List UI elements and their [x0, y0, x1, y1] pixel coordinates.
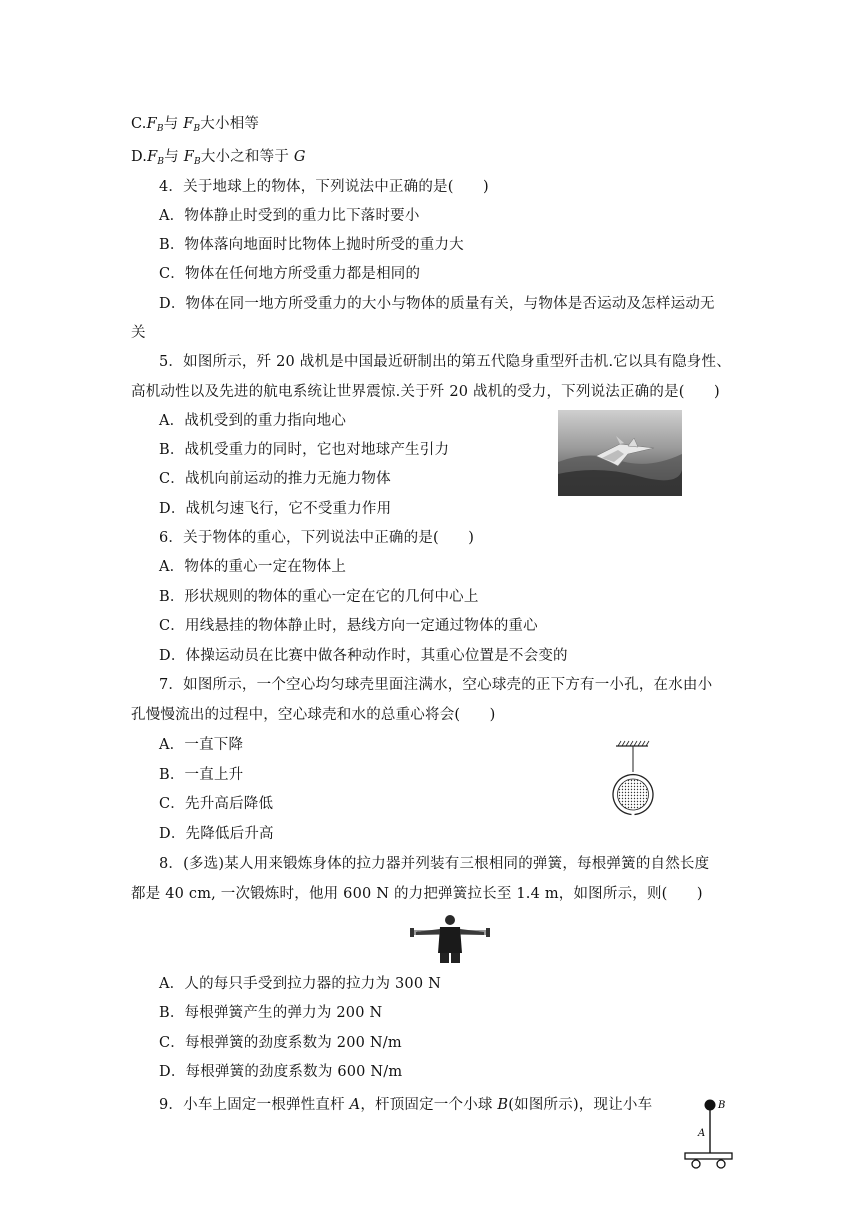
option-text: 与 — [163, 116, 184, 132]
q7-stem-line1: 7．如图所示，一个空心均匀球壳里面注满水，空心球壳的正下方有一小孔，在水由小 — [159, 677, 713, 693]
fighter-jet-photo — [558, 410, 682, 496]
force-symbol: F — [147, 149, 158, 165]
option-c-letter: C. — [131, 116, 147, 132]
q9-stem — [159, 1093, 652, 1114]
q6-option-b: B．形状规则的物体的重心一定在它的几何中心上 — [159, 589, 479, 605]
q5-option-d: D．战机匀速飞行，它不受重力作用 — [159, 501, 392, 517]
q6-option-a: A．物体的重心一定在物体上 — [159, 559, 347, 575]
label-B: B — [718, 1100, 726, 1111]
q7-option-c: C．先升高后降低 — [159, 796, 274, 812]
q9-text: (如图所示)，现让小车 — [508, 1097, 653, 1113]
subscript: B — [193, 124, 201, 134]
q6-option-d: D．体操运动员在比赛中做各种动作时，其重心位置是不会变的 — [159, 648, 568, 664]
q7-option-d: D．先降低后升高 — [159, 826, 274, 842]
option-d-letter: D. — [131, 149, 148, 165]
q4-option-c: C．物体在任何地方所受重力都是相同的 — [159, 266, 421, 282]
q8-option-a: A．人的每只手受到拉力器的拉力为 300 N — [159, 976, 441, 992]
subscript: B — [194, 157, 201, 167]
subscript: B — [157, 157, 165, 167]
chest-expander-photo — [410, 913, 490, 963]
q8-option-c: C．每根弹簧的劲度系数为 200 N/m — [159, 1035, 402, 1051]
q4-option-a: A．物体静止时受到的重力比下落时要小 — [159, 208, 420, 224]
option-text: 大小相等 — [200, 116, 260, 132]
q8-option-b: B．每根弹簧产生的弹力为 200 N — [159, 1005, 383, 1021]
q4-option-d-continuation: 关 — [131, 325, 146, 341]
q5-stem-line1: 5．如图所示，歼 20 战机是中国最近研制出的第五代隐身重型歼击机.它以具有隐身性、 — [159, 354, 731, 370]
q7-option-a: A．一直下降 — [159, 737, 244, 753]
force-symbol: F — [183, 149, 194, 165]
option-d-prev — [131, 145, 306, 167]
q6-option-c: C．用线悬挂的物体静止时，悬线方向一定通过物体的重心 — [159, 618, 538, 634]
label-A: A — [698, 1128, 706, 1139]
q8-option-d: D．每根弹簧的劲度系数为 600 N/m — [159, 1064, 403, 1080]
q9-text: 9．小车上固定一根弹性直杆 — [159, 1097, 350, 1113]
option-text: 大小之和等于 — [200, 149, 294, 165]
q5-option-c: C．战机向前运动的推力无施力物体 — [159, 471, 391, 487]
q4-option-d: D．物体在同一地方所受重力的大小与物体的质量有关，与物体是否运动及怎样运动无 — [159, 296, 715, 312]
subscript: B — [156, 124, 164, 134]
hanging-sphere-diagram — [606, 740, 662, 820]
q6-stem: 6．关于物体的重心，下列说法中正确的是( ) — [159, 530, 475, 546]
option-text: 与 — [164, 149, 184, 165]
gravity-symbol: G — [293, 149, 306, 165]
q5-option-b: B．战机受重力的同时，它也对地球产生引力 — [159, 442, 450, 458]
q8-stem-line2: 都是 40 cm, 一次锻炼时，他用 600 N 的力把弹簧拉长至 1.4 m，如图所示，则( ) — [131, 886, 703, 902]
q5-option-a: A．战机受到的重力指向地心 — [159, 413, 347, 429]
cart-rod-ball-diagram — [680, 1092, 740, 1172]
force-symbol: F — [183, 116, 194, 132]
q8-stem-line1: 8．(多选)某人用来锻炼身体的拉力器并列装有三根相同的弹簧，每根弹簧的自然长度 — [159, 856, 710, 872]
q9-text: ，杆顶固定一个小球 — [360, 1097, 498, 1113]
option-c-prev — [131, 112, 259, 134]
q4-stem: 4．关于地球上的物体，下列说法中正确的是( ) — [159, 179, 489, 195]
force-symbol: F — [146, 116, 157, 132]
q7-option-b: B．一直上升 — [159, 767, 244, 783]
q7-stem-line2: 孔慢慢流出的过程中，空心球壳和水的总重心将会( ) — [131, 707, 496, 723]
q5-stem-line2: 高机动性以及先进的航电系统让世界震惊.关于歼 20 战机的受力，下列说法正确的是( ) — [131, 384, 720, 400]
q4-option-b: B．物体落向地面时比物体上抛时所受的重力大 — [159, 237, 464, 253]
rod-symbol: A — [349, 1097, 361, 1113]
ball-symbol: B — [497, 1097, 509, 1113]
